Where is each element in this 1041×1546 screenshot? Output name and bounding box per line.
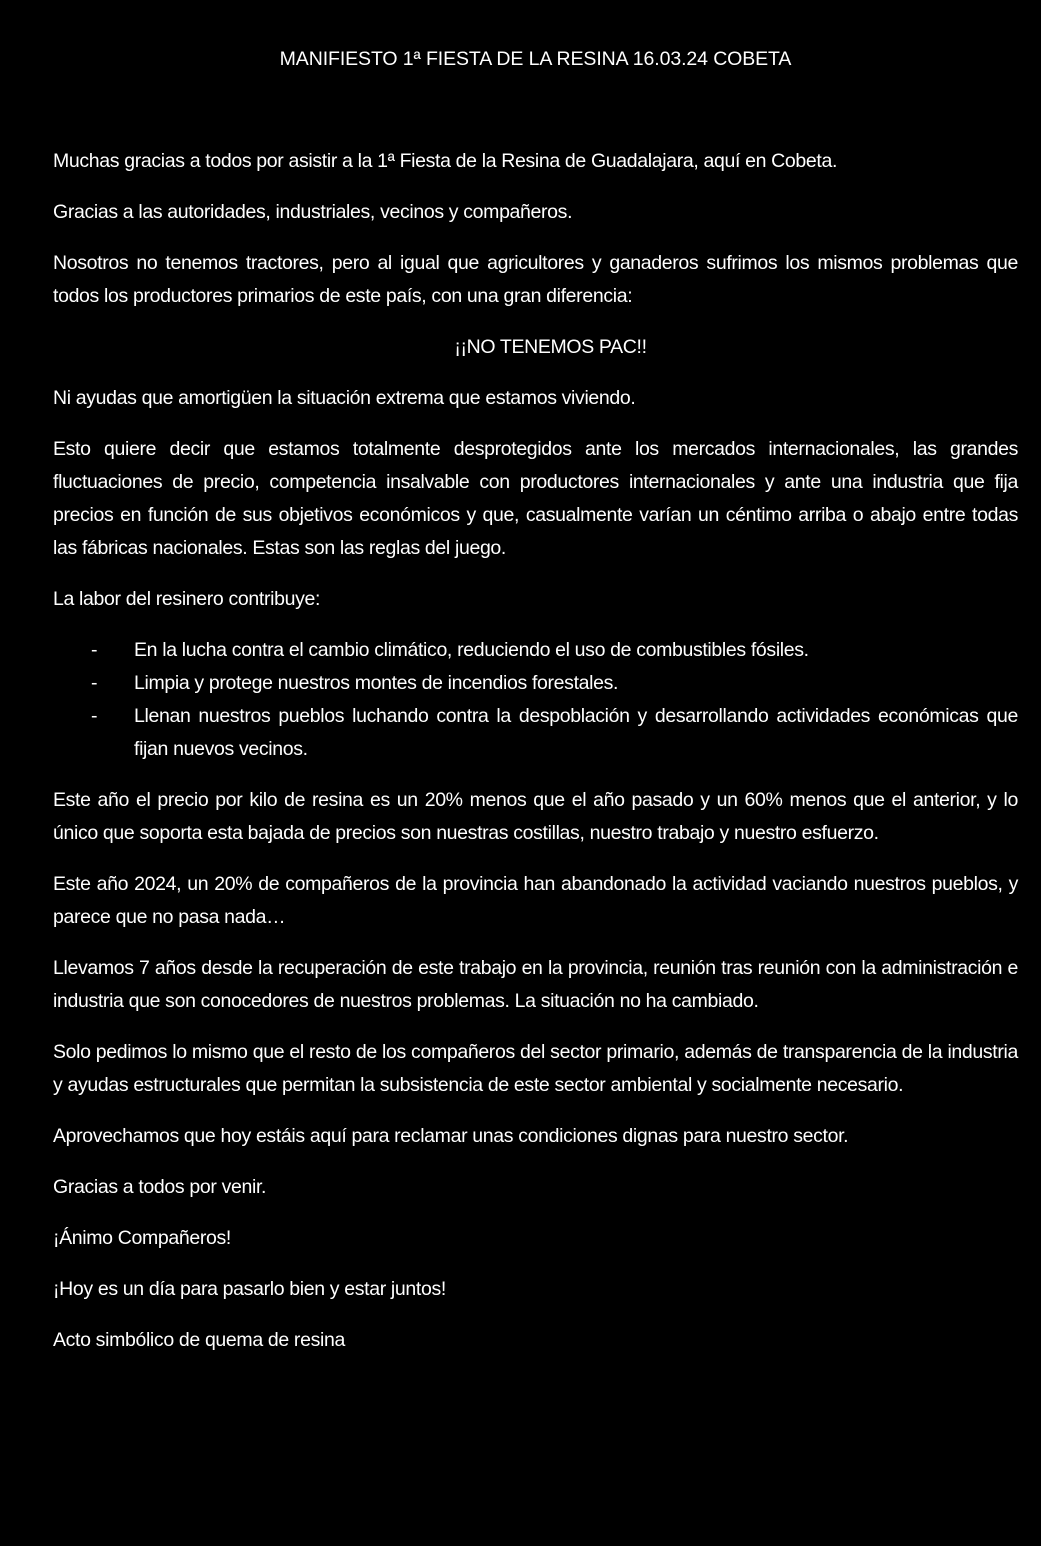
list-item-text: Llenan nuestros pueblos luchando contra la despoblación y desarrollando actividades económicas que fijan nuevos vecinos. <box>134 705 1018 760</box>
paragraph-demands: Solo pedimos lo mismo que el resto de los compañeros del sector primario, además de transparencia de la industria y ayudas estructurales que permitan la subsistencia de este sector ambiental y socialmente necesario. <box>53 1041 1018 1096</box>
paragraph-no-pac: ¡¡NO TENEMOS PAC!! <box>454 336 647 358</box>
paragraph-seven-years: Llevamos 7 años desde la recuperación de este trabajo en la provincia, reunión tras reunión con la administración e industria que son conocedores de nuestros problemas. La situación no ha cambiado. <box>53 957 1018 1012</box>
contribution-list <box>53 634 1018 766</box>
paragraph-enjoy: ¡Hoy es un día para pasarlo bien y estar juntos! <box>53 1278 446 1300</box>
paragraph-unprotected: Esto quiere decir que estamos totalmente desprotegidos ante los mercados internacionales, las grandes fluctuaciones de precio, competencia insalvable con productores internacionales y ante una industria que fija precios en función de sus objetivos económicos y que, casualmente varían un céntimo arriba o abajo entre todas las fábricas nacionales. Estas son las reglas del juego. <box>53 438 1018 559</box>
paragraph-reclaim: Aprovechamos que hoy estáis aquí para reclamar unas condiciones dignas para nuestro sector. <box>53 1125 849 1147</box>
paragraph-symbolic-act: Acto simbólico de quema de resina <box>53 1329 345 1351</box>
document-body <box>53 145 1018 1375</box>
list-item-text: En la lucha contra el cambio climático, reduciendo el uso de combustibles fósiles. <box>134 639 809 661</box>
list-bullet: - <box>91 639 98 661</box>
document-title: MANIFIESTO 1ª FIESTA DE LA RESINA 16.03.24 COBETA <box>279 48 792 70</box>
paragraph-no-tractors: Nosotros no tenemos tractores, pero al igual que agricultores y ganaderos sufrimos los mismos problemas que todos los productores primarios de este país, con una gran diferencia: <box>53 252 1018 307</box>
paragraph-thanks-coming: Gracias a todos por venir. <box>53 1176 267 1198</box>
list-bullet: - <box>91 705 98 727</box>
paragraph-abandonment: Este año 2024, un 20% de compañeros de la provincia han abandonado la actividad vaciando nuestros pueblos, y parece que no pasa nada… <box>53 873 1018 928</box>
list-item <box>53 700 1018 766</box>
paragraph-price-drop: Este año el precio por kilo de resina es un 20% menos que el año pasado y un 60% menos que el anterior, y lo único que soporta esta bajada de precios son nuestras costillas, nuestro trabajo y nuestro esfuerzo. <box>53 789 1018 844</box>
list-item-text: Limpia y protege nuestros montes de incendios forestales. <box>134 672 619 694</box>
paragraph-no-aid: Ni ayudas que amortigüen la situación extrema que estamos viviendo. <box>53 387 636 409</box>
paragraph-thanks: Muchas gracias a todos por asistir a la 1ª Fiesta de la Resina de Guadalajara, aquí en Cobeta. <box>53 150 838 172</box>
list-item <box>53 634 1018 667</box>
paragraph-cheer: ¡Ánimo Compañeros! <box>53 1227 231 1249</box>
paragraph-contributes: La labor del resinero contribuye: <box>53 588 321 610</box>
paragraph-authorities: Gracias a las autoridades, industriales, vecinos y compañeros. <box>53 201 573 223</box>
list-item <box>53 667 1018 700</box>
list-bullet: - <box>91 672 98 694</box>
